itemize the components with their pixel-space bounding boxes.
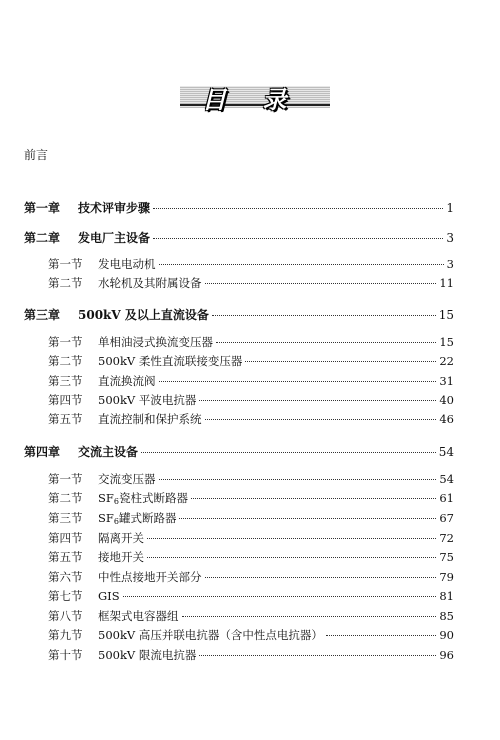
- toc-chapter-3[interactable]: [24, 306, 454, 322]
- toc-section-4-6[interactable]: [48, 569, 454, 585]
- section-title: [98, 490, 188, 506]
- section-label: 第六节: [48, 570, 83, 584]
- leader-dots: [159, 479, 437, 480]
- section-title: 500kV 平波电抗器: [98, 393, 197, 407]
- leader-dots: [179, 518, 436, 519]
- toc-section-4-10[interactable]: [48, 647, 454, 663]
- toc-section-2-2[interactable]: [48, 275, 454, 291]
- page-number: 67: [439, 511, 454, 525]
- page-number: 54: [438, 445, 454, 459]
- section-label: 第二节: [48, 276, 83, 290]
- leader-dots: [205, 283, 437, 284]
- title-subscript: 6: [113, 497, 119, 506]
- leader-dots: [182, 616, 437, 617]
- section-title: 隔离开关: [98, 531, 144, 545]
- page-number: 90: [439, 628, 454, 642]
- toc-section-4-3[interactable]: [48, 510, 454, 526]
- leader-dots: [245, 361, 436, 362]
- chapter-label: 第二章: [24, 231, 61, 245]
- section-label: 第三节: [48, 374, 83, 388]
- section-title: 500kV 高压并联电抗器（含中性点电抗器）: [98, 628, 323, 642]
- section-title: 直流控制和保护系统: [98, 412, 202, 426]
- section-label: 第九节: [48, 628, 83, 642]
- section-label: 第十节: [48, 648, 83, 662]
- leader-dots: [153, 208, 443, 209]
- toc-section-4-1[interactable]: [48, 471, 454, 487]
- section-title: 接地开关: [98, 550, 144, 564]
- page-number: 15: [439, 335, 454, 349]
- leader-dots: [199, 400, 436, 401]
- leader-dots: [212, 315, 436, 316]
- section-label: 第二节: [48, 491, 83, 505]
- section-title: [98, 510, 176, 526]
- chapter-label: 第三章: [24, 308, 61, 322]
- page-title: 目 录: [202, 86, 301, 114]
- section-label: 第四节: [48, 531, 83, 545]
- toc-chapter-4[interactable]: [24, 443, 454, 459]
- section-title: 发电电动机: [98, 257, 156, 271]
- page-number: 3: [446, 231, 454, 245]
- section-title: 中性点接地开关部分: [98, 570, 202, 584]
- section-label: 第七节: [48, 589, 83, 603]
- page-number: 61: [439, 491, 454, 505]
- page-number: 81: [439, 589, 454, 603]
- leader-dots: [153, 238, 443, 239]
- title-suffix: 罐式断路器: [118, 511, 177, 525]
- section-label: 第一节: [48, 257, 83, 271]
- page-number: 1: [446, 201, 454, 215]
- section-label: 第一节: [48, 472, 83, 486]
- section-title: 500kV 柔性直流联接变压器: [98, 354, 243, 368]
- toc-section-3-2[interactable]: [48, 353, 454, 369]
- page-number: 75: [439, 550, 454, 564]
- section-title: 交流变压器: [98, 472, 156, 486]
- toc-section-3-5[interactable]: [48, 411, 454, 427]
- section-title: 直流换流阀: [98, 374, 156, 388]
- page-number: 40: [439, 393, 454, 407]
- page-number: 96: [439, 648, 454, 662]
- leader-dots: [205, 577, 437, 578]
- section-label: 第一节: [48, 335, 83, 349]
- toc-section-4-2[interactable]: [48, 490, 454, 506]
- title-suffix: 瓷柱式断路器: [118, 491, 188, 505]
- page-number: 72: [439, 531, 454, 545]
- toc-section-4-8[interactable]: [48, 608, 454, 624]
- leader-dots: [199, 655, 436, 656]
- toc-section-4-7[interactable]: [48, 588, 454, 604]
- page-number: 31: [439, 374, 454, 388]
- leader-dots: [191, 498, 436, 499]
- page-number: 85: [439, 609, 454, 623]
- leader-dots: [141, 452, 436, 453]
- toc-heading: [180, 80, 330, 116]
- section-label: 第二节: [48, 354, 83, 368]
- chapter-label: 第一章: [24, 201, 61, 215]
- section-title: 单相油浸式换流变压器: [98, 335, 213, 349]
- toc-chapter-2[interactable]: [24, 229, 454, 245]
- leader-dots: [326, 635, 436, 636]
- leader-dots: [159, 381, 437, 382]
- chapter-label: 第四章: [24, 445, 61, 459]
- toc-section-3-4[interactable]: [48, 392, 454, 408]
- title-prefix: SF: [98, 511, 114, 525]
- toc-chapter-1[interactable]: [24, 199, 454, 215]
- leader-dots: [205, 419, 437, 420]
- chapter-title: 交流主设备: [78, 445, 139, 459]
- leader-dots: [216, 342, 436, 343]
- section-title: 水轮机及其附属设备: [98, 276, 202, 290]
- page-number: 79: [439, 570, 454, 584]
- leader-dots: [147, 538, 436, 539]
- title-subscript: 6: [113, 517, 119, 526]
- toc-section-2-1[interactable]: [48, 256, 454, 272]
- section-title: 框架式电容器组: [98, 609, 179, 623]
- chapter-title: 技术评审步骤: [78, 201, 151, 215]
- leader-dots: [123, 596, 437, 597]
- page-number: 54: [439, 472, 454, 486]
- chapter-title: 500kV 及以上直流设备: [78, 308, 209, 322]
- toc-section-4-9[interactable]: [48, 627, 454, 643]
- toc-section-3-1[interactable]: [48, 334, 454, 350]
- page-number: 15: [438, 308, 454, 322]
- section-label: 第五节: [48, 550, 83, 564]
- title-prefix: SF: [98, 491, 114, 505]
- toc-section-3-3[interactable]: [48, 373, 454, 389]
- section-label: 第四节: [48, 393, 83, 407]
- section-label: 第八节: [48, 609, 83, 623]
- page-number: 46: [439, 412, 454, 426]
- toc-section-4-5[interactable]: [48, 549, 454, 565]
- section-title: 500kV 限流电抗器: [98, 648, 197, 662]
- section-title: GIS: [98, 589, 120, 603]
- chapter-title: 发电厂主设备: [78, 231, 151, 245]
- leader-dots: [159, 264, 444, 265]
- preface-entry[interactable]: 前言: [24, 148, 49, 162]
- section-label: 第五节: [48, 412, 83, 426]
- page-number: 3: [446, 257, 454, 271]
- page-number: 22: [439, 354, 454, 368]
- section-label: 第三节: [48, 511, 83, 525]
- leader-dots: [147, 557, 436, 558]
- page-number: 11: [439, 276, 454, 290]
- toc-section-4-4[interactable]: [48, 530, 454, 546]
